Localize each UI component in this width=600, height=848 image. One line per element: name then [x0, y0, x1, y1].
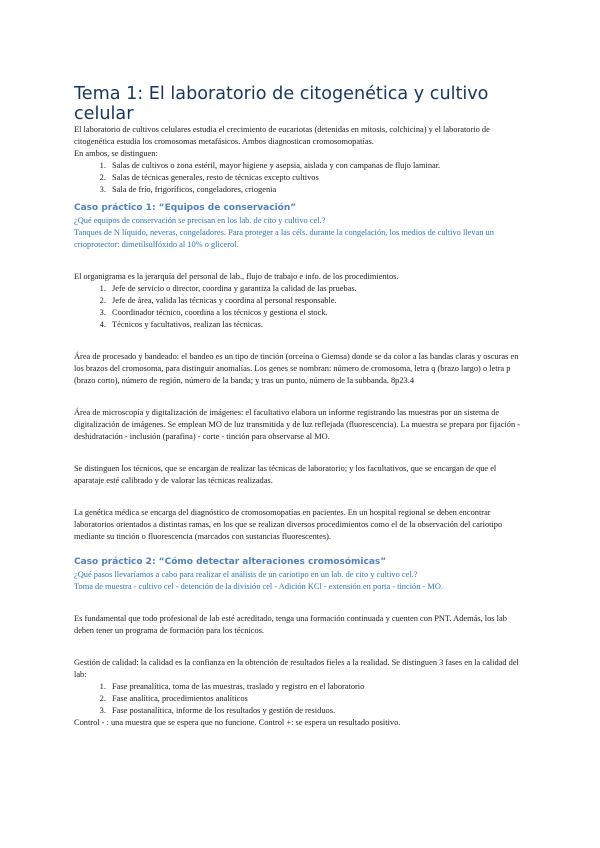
list-item: 3. Fase postanalítica, informe de los resultados y gestión de residuos.	[108, 705, 526, 717]
list-item: 2. Salas de técnicas generales, resto de técnicas excepto cultivos	[108, 172, 526, 184]
intro-list-lead: En ambos, se distinguen:	[74, 149, 158, 158]
org-list	[74, 283, 526, 331]
roles-paragraph: Se distinguen los técnicos, que se encargan de realizar las técnicas de laboratorio; y los facultativos, que se encargan de que el aparataje esté calibrado y de valorar las técnicas realizadas.	[74, 464, 497, 485]
list-item: 2. Fase analítica, procedimientos analíticos	[108, 693, 526, 705]
case-question-1: ¿Qué equipos de conservación se precisan en los lab. de cito y cultivo cel.?	[74, 216, 326, 225]
list-item: 3. Sala de frío, frigoríficos, congeladores, criogenia	[108, 184, 526, 196]
list-item: 3. Coordinador técnico, coordina a los técnicos y gestiona el stock.	[108, 307, 526, 319]
quality-list	[74, 681, 526, 717]
case-heading-1: Caso práctico 1: “Equipos de conservación”	[74, 203, 297, 213]
intro-paragraph: El laboratorio de cultivos celulares estudia el crecimiento de eucariotas (detenidas en mitosis, colchicina) y el laboratorio de citogenética estudia los cromosomas metafásicos. Ambos diagnostican cromosomopatías.	[74, 125, 490, 146]
rooms-list	[74, 160, 526, 196]
training-paragraph: Es fundamental que todo profesional de lab esté acreditado, tenga una formación continuada y cuenten con PNT. Además, los lab deben tener un programa de formación para los técnicos.	[74, 614, 507, 635]
list-item: 1. Fase preanalítica, toma de las muestras, traslado y registro en el laboratorio	[108, 681, 526, 693]
microscopy-paragraph: Área de microscopía y digitalización de imágenes: el facultativo elabora un informe registrando las muestras por un sistema de digitalización de imágenes. Se emplean MO de luz transmitida y de luz reflejada (fluorescencia). La muestra se prepara por fijación - deshidratación - inclusión (parafina) - corte - tinción para observarse al MO.	[74, 408, 521, 441]
document-body	[74, 124, 526, 729]
org-intro: El organigrama es la jerarquía del personal de lab., flujo de trabajo e info. de los procedimientos.	[74, 272, 399, 281]
case-heading-2: Caso práctico 2: “Cómo detectar alteraciones cromosómicas”	[74, 557, 387, 567]
list-item: 1. Salas de cultivos o zona estéril, mayor higiene y asepsia, aislada y con campanas de flujo laminar.	[108, 160, 526, 172]
banding-paragraph: Área de procesado y bandeado: el bandeo es un tipo de tinción (orceína o Giemsa) donde se da color a las bandas claras y oscuras en los brazos del cromosoma, para distinguir anomalías. Los genes se nombran: número de cromosoma, letra q (brazo largo) o letra p (brazo corto), número de región, número de la banda; y tras un punto, número de la subbanda. 8p23.4	[74, 352, 519, 385]
page-title: Tema 1: El laboratorio de citogenética y cultivo celular	[74, 84, 489, 124]
quality-intro: Gestión de calidad: la calidad es la confianza en la obtención de resultados fieles a la realidad. Se distinguen 3 fases en la calidad del lab:	[74, 658, 519, 679]
controls-paragraph: Control - : una muestra que se espera que no funcione. Control +: se espera un resultado positivo.	[74, 718, 401, 727]
case-answer-1: Tanques de N líquido, neveras, congeladores. Para proteger a las céls. durante la congelación, los medios de cultivo llevan un crioprotector: dimetilsulfóxido al 10% o glicerol.	[74, 228, 494, 249]
case-question-2: ¿Qué pasos llevaríamos a cabo para realizar el análisis de un cariotipo en un lab. de cito y cultivo cel.?	[74, 570, 418, 579]
list-item: 1. Jefe de servicio o director, coordina y garantiza la calidad de las pruebas.	[108, 283, 526, 295]
list-item: 4. Técnicos y facultativos, realizan las técnicas.	[108, 319, 526, 331]
case-answer-2: Toma de muestra - cultivo cel - detención de la división cel - Adición KCl - extensión en porta - tinción - MO.	[74, 582, 443, 591]
list-item: 2. Jefe de área, valida las técnicas y coordina al personal responsable.	[108, 295, 526, 307]
genetics-paragraph: La genética médica se encarga del diagnóstico de cromosomopatías en pacientes. En un hospital regional se deben encontrar laboratorios orientados a distintas ramas, en los que se realizan diversos procedimientos como el de la observación del cariotipo mediante su tinción o fluorescencia (marcados con sustancias fluorescentes).	[74, 508, 503, 541]
